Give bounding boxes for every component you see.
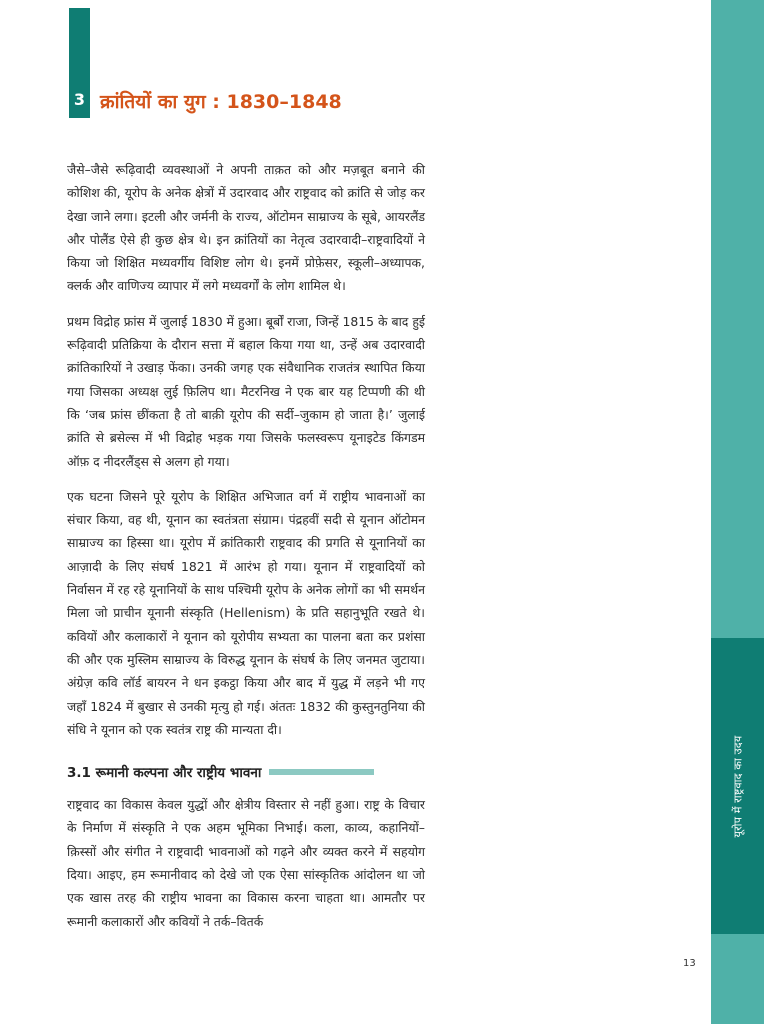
side-chapter-label-container — [711, 638, 764, 934]
section-heading — [67, 763, 425, 781]
main-content — [67, 158, 425, 945]
page-number: 13 — [683, 958, 696, 969]
side-chapter-label: यूरोप में राष्ट्रवाद का उदय — [731, 735, 744, 837]
chapter-title: क्रांतियों का युग : 1830–1848 — [100, 91, 342, 113]
section-heading-rule — [269, 769, 374, 775]
section-paragraph: राष्ट्रवाद का विकास केवल युद्धों और क्षेत्रीय विस्तार से नहीं हुआ। राष्ट्र के विचार के निर्माण में संस्कृति ने एक अहम भूमिका निभाई। कला, काव्य, कहानियों–क़िस्सों और संगीत ने राष्ट्रवादी भावनाओं को गढ़ने और व्यक्त करने में सहयोग दिया। आइए, हम रूमानीवाद को देखे जो एक ऐसा सांस्कृतिक आंदोलन था जो एक खास तरह की राष्ट्रीय भावना का विकास करना चाहता था। आमतौर पर रूमानी कलाकारों और कवियों ने तर्क–वितर्क — [67, 797, 425, 929]
paragraph-2: प्रथम विद्रोह फ्रांस में जुलाई 1830 में हुआ। बूर्बों राजा, जिन्हें 1815 के बाद हुई रूढ़िवादी प्रतिक्रिया के दौरान सत्ता में बहाल किया गया था, उन्हें अब उदारवादी क्रांतिकारियों ने उखाड़ फेंका। उनकी जगह एक संवैधानिक राजतंत्र स्थापित किया गया जिसका अध्यक्ष लुई फ़िलिप था। मैटरनिख ने एक बार यह टिप्पणी की थी कि ‘जब फ्रांस छींकता है तो बाक़ी यूरोप की सर्दी–जुकाम हो जाता है।’ जुलाई क्रांति से ब्रसेल्स में भी विद्रोह भड़क गया जिसके फलस्वरूप यूनाइटेड किंगडम ऑफ़ द नीदरलैंड्स से अलग हो गया। — [67, 313, 425, 469]
paragraph-3: एक घटना जिसने पूरे यूरोप के शिक्षित अभिजात वर्ग में राष्ट्रीय भावनाओं का संचार किया, वह थी, यूनान का स्वतंत्रता संग्राम। पंद्रहवीं सदी से यूनान ऑटोमन साम्राज्य का हिस्सा था। यूरोप में क्रांतिकारी राष्ट्रवाद की प्रगति से यूनानियों का आज़ादी के लिए संघर्ष 1821 में आरंभ हो गया। यूनान में राष्ट्रवादियों को निर्वासन में रह रहे यूनानियों के साथ पश्चिमी यूरोप के अनेक लोगों का भी समर्थन मिला जो प्राचीन यूनानी संस्कृति (Hellenism) के प्रति सहानुभूति रखते थे। कवियों और कलाकारों ने यूनान को यूरोपीय सभ्यता का पालना बता कर प्रशंसा की और एक मुस्लिम साम्राज्य के विरुद्ध यूनान के संघर्ष के लिए जनमत जुटाया। अंग्रेज़ कवि लॉर्ड बायरन ने धन इकट्ठा किया और बाद में युद्ध में लड़ने भी गए जहाँ 1824 में बुखार से उनकी मृत्यु हो गई। अंततः 1832 की कुस्तुनतुनिया की संधि ने यूनान को एक स्वतंत्र राष्ट्र की मान्यता दी। — [67, 488, 425, 737]
chapter-number: 3 — [73, 90, 86, 109]
section-title: 3.1 रूमानी कल्पना और राष्ट्रीय भावना — [67, 765, 262, 782]
paragraph-1: जैसे–जैसे रूढ़िवादी व्यवस्थाओं ने अपनी ताक़त को और मज़बूत बनाने की कोशिश की, यूरोप के अनेक क्षेत्रों में उदारवाद और राष्ट्रवाद को क्रांति से जोड़ कर देखा जाने लगा। इटली और जर्मनी के राज्य, ऑटोमन साम्राज्य के सूबे, आयरलैंड और पोलैंड ऐसे ही कुछ क्षेत्र थे। इन क्रांतियों का नेतृत्व उदारवादी–राष्ट्रवादियों ने किया जो शिक्षित मध्यवर्गीय विशिष्ट लोग थे। इनमें प्रोफ़ेसर, स्कूली–अध्यापक, क्लर्क और वाणिज्य व्यापार में लगे मध्यवर्गों के लोग शामिल थे। — [67, 162, 425, 294]
